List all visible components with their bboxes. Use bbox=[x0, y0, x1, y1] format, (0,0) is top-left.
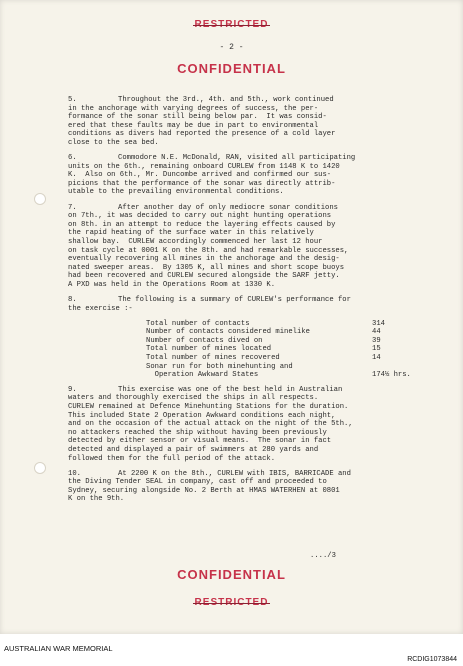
restricted-stamp-top: RESTRICTED bbox=[194, 19, 269, 30]
summary-value bbox=[372, 363, 416, 372]
summary-value: 15 bbox=[372, 345, 381, 354]
paragraph-7 bbox=[68, 204, 438, 290]
paragraph-5 bbox=[68, 96, 438, 148]
paragraph-10 bbox=[68, 470, 438, 504]
archive-footer bbox=[0, 634, 463, 666]
confidential-stamp-bottom: CONFIDENTIAL bbox=[177, 567, 286, 582]
summary-row bbox=[146, 337, 416, 346]
continuation-marker: ..../3 bbox=[310, 552, 336, 560]
paragraph-line: A PXD was held in the Operations Room at 1330 K. bbox=[68, 280, 276, 289]
paragraph-line: 7. After another day of only mediocre sonar conditions bbox=[68, 203, 338, 212]
paragraph-line: close to the sea bed. bbox=[68, 138, 159, 147]
paragraph-line: K. Also on 6th., Mr. Duncombe arrived and confirmed our sus- bbox=[68, 171, 332, 180]
paragraph-9 bbox=[68, 386, 438, 463]
summary-label: Number of contacts considered minelike bbox=[146, 328, 310, 337]
institution-name: AUSTRALIAN WAR MEMORIAL bbox=[4, 644, 113, 653]
paragraph-line: on task cycle at 0001 K on the 8th. and had remarkable successes, bbox=[68, 246, 349, 255]
paragraph-line: the Diving Tender SEAL in company, cast off and proceeded to bbox=[68, 478, 327, 487]
paragraph-line: on 7th., it was decided to carry out night hunting operations bbox=[68, 212, 332, 221]
paragraph-line: shallow bay. CURLEW accordingly commenced her last 12 hour bbox=[68, 237, 323, 246]
paragraph-line: 5. Throughout the 3rd., 4th. and 5th., work continued bbox=[68, 96, 334, 104]
summary-value: 44 bbox=[372, 328, 381, 337]
paragraph-line: utable to the prevailing environmental conditions. bbox=[68, 188, 284, 197]
summary-label: Total number of mines recovered bbox=[146, 354, 280, 363]
summary-row bbox=[146, 328, 416, 337]
summary-row bbox=[146, 371, 416, 380]
paragraph-6 bbox=[68, 154, 438, 197]
summary-row bbox=[146, 363, 416, 372]
paragraph-line: the rapid heating of the surface water in this relatively bbox=[68, 229, 314, 238]
punch-hole bbox=[34, 462, 46, 474]
performance-summary bbox=[146, 320, 416, 380]
record-id: RCDIG1073844 bbox=[407, 656, 457, 663]
paragraph-line: in the anchorage with varying degrees of success, the per- bbox=[68, 104, 319, 113]
document-body bbox=[68, 96, 438, 511]
page-number: - 2 - bbox=[219, 43, 244, 52]
paragraph-line: K on the 9th. bbox=[68, 495, 125, 504]
paragraph-line: and on the occasion of the actual attack on the night of the 5th., bbox=[68, 420, 353, 429]
paragraph-line: ered that these faults may be due in part to environmental bbox=[68, 121, 319, 130]
summary-value: 39 bbox=[372, 336, 381, 345]
paragraph-line: CURLEW remained at Defence Minehunting Stations for the duration. bbox=[68, 403, 349, 411]
paragraph-line: Sydney, securing alongside No. 2 Berth at HMAS WATERHEN at 0801 bbox=[68, 486, 340, 495]
summary-value: 314 bbox=[372, 319, 385, 328]
paragraph-line: 6. Commodore N.E. McDonald, RAN, visited all participating bbox=[68, 154, 356, 163]
paragraph-8 bbox=[68, 296, 438, 313]
summary-label: Operation Awkward States bbox=[146, 371, 259, 380]
paragraph-line: This included State 2 Operation Awkward conditions each night, bbox=[68, 411, 336, 420]
paragraph-line: nated sweeper areas. By 1305 K, all mines and short scope buoys bbox=[68, 263, 345, 272]
paragraph-line: 9. This exercise was one of the best held in Australian bbox=[68, 385, 343, 394]
paragraph-line: detected and displayed a pair of swimmers at 280 yards and bbox=[68, 445, 319, 454]
summary-row bbox=[146, 320, 416, 329]
paragraph-line: waters and thoroughly exercised the ships in all respects. bbox=[68, 394, 319, 403]
paragraph-line: 8. The following is a summary of CURLEW's performance for bbox=[68, 295, 351, 304]
paragraph-line: picions that the performance of the sonar was directly attrib- bbox=[68, 179, 336, 188]
summary-value: 14 bbox=[372, 354, 381, 363]
summary-label: Number of contacts dived on bbox=[146, 336, 263, 345]
paragraph-line: 10. At 2200 K on the 8th., CURLEW with IBIS, BARRICADE and bbox=[68, 469, 351, 478]
paragraph-line: no attackers reached the ship without having been previously bbox=[68, 428, 327, 437]
summary-label: Total number of contacts bbox=[146, 319, 250, 328]
paragraph-line: detected by either sensor or visual means. The sonar in fact bbox=[68, 437, 332, 446]
paragraph-line: had been recovered and CURLEW secured alongside the SARF jetty. bbox=[68, 272, 340, 281]
summary-label: Total number of mines located bbox=[146, 345, 272, 354]
summary-value: 174½ hrs. bbox=[372, 371, 411, 380]
paragraph-line: conditions as divers had reported the presence of a cold layer bbox=[68, 130, 336, 139]
summary-label: Sonar run for both minehunting and bbox=[146, 362, 293, 371]
confidential-stamp-top: CONFIDENTIAL bbox=[177, 61, 286, 76]
punch-hole bbox=[34, 193, 46, 205]
paragraph-line: units on the 6th., remaining onboard CURLEW from 1148 K to 1420 bbox=[68, 162, 340, 171]
paragraph-line: formance of the sonar still being below par. It was consid- bbox=[68, 113, 327, 122]
paragraph-line: followed them for the full period of the attack. bbox=[68, 454, 276, 463]
paragraph-line: on 8th. in an attempt to reduce the layering effects caused by bbox=[68, 220, 336, 229]
paragraph-line: eventually recovering all mines in the anchorage and the desig- bbox=[68, 255, 340, 264]
summary-row bbox=[146, 345, 416, 354]
summary-row bbox=[146, 354, 416, 363]
restricted-stamp-bottom: RESTRICTED bbox=[194, 597, 269, 608]
paragraph-line: the exercise :- bbox=[68, 304, 133, 313]
